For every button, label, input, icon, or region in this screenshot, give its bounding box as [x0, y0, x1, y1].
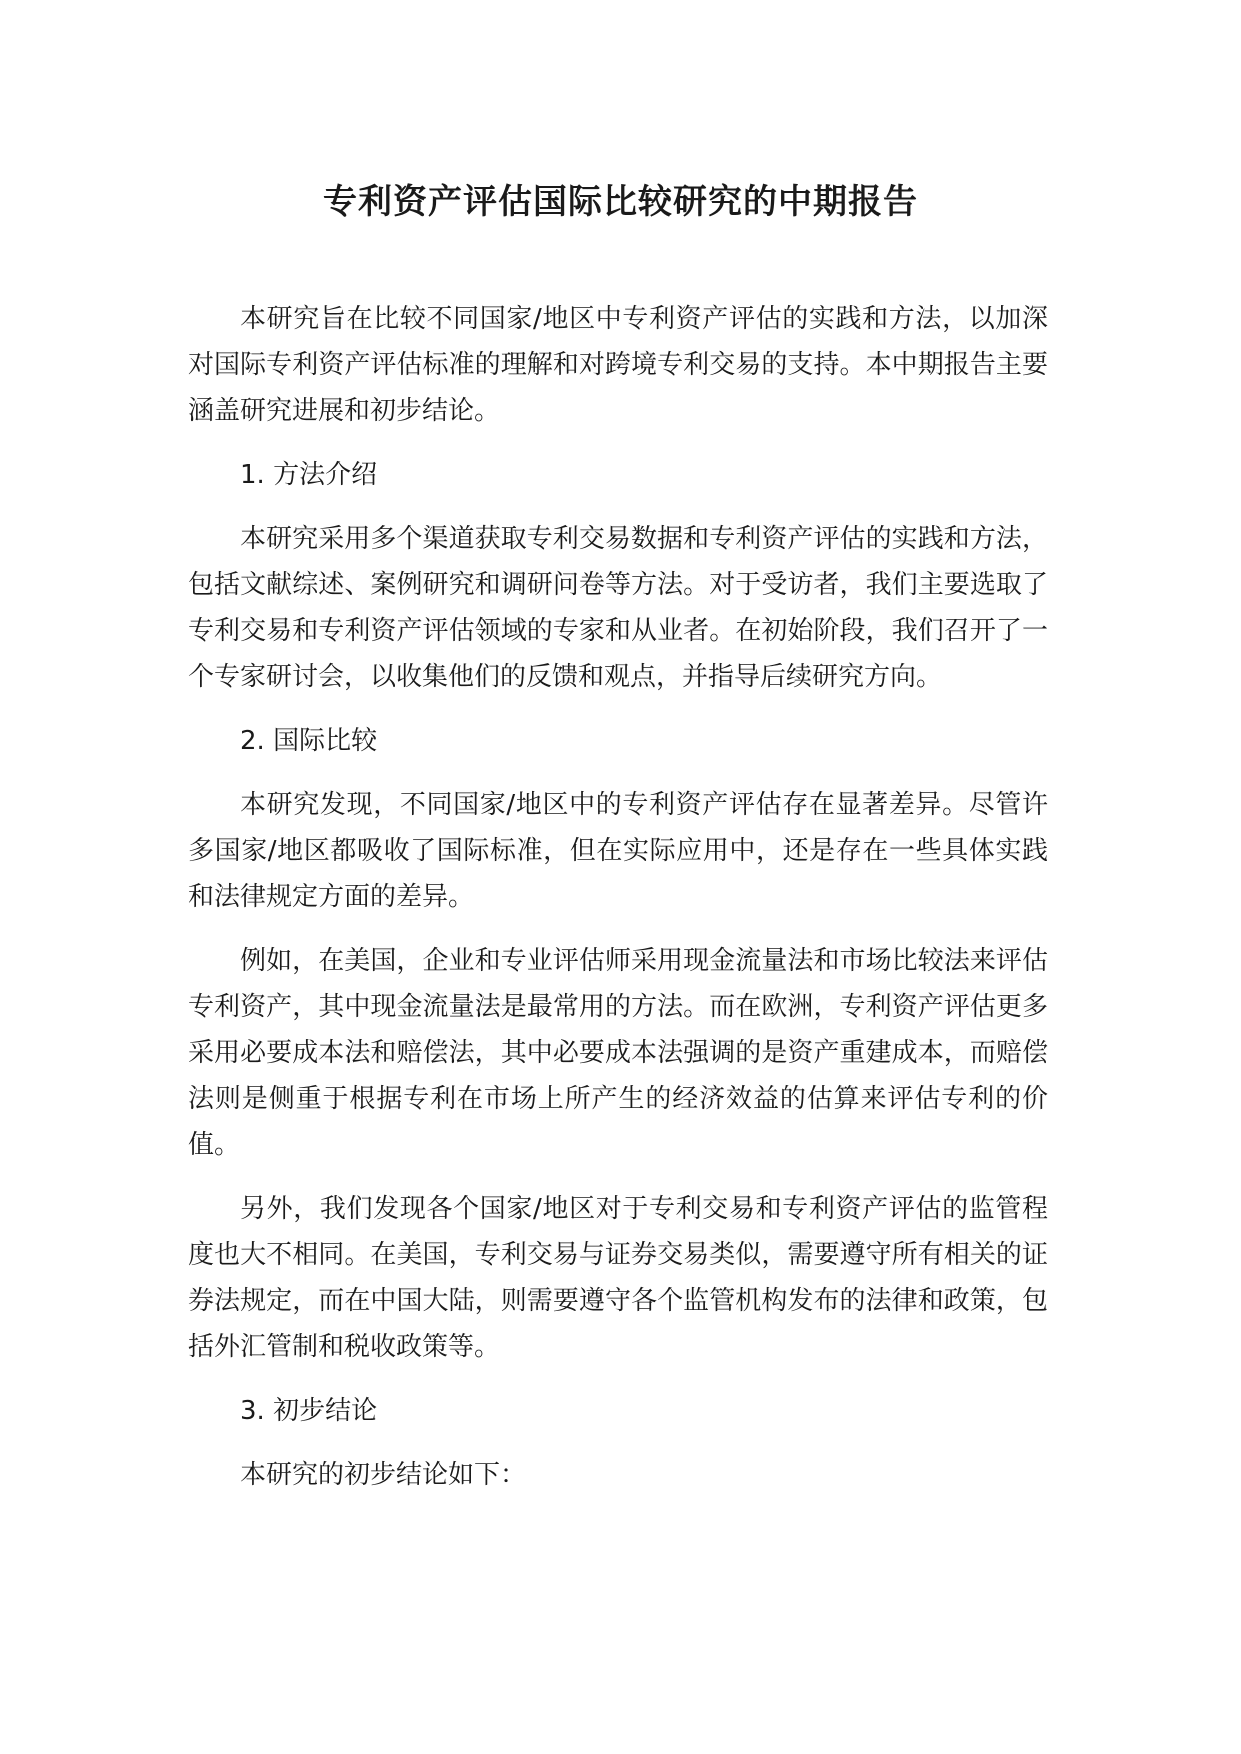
document-body [188, 296, 1048, 1516]
section-heading-comparison: 2. 国际比较 [240, 726, 378, 756]
comparison-paragraph-2: 例如，在美国，企业和专业评估师采用现金流量法和市场比较法来评估专利资产，其中现金流量法是最常用的方法。而在欧洲，专利资产评估更多采用必要成本法和赔偿法，其中必要成本法强调的是资产重建成本，而赔偿法则是侧重于根据专利在市场上所产生的经济效益的估算来评估专利的价值。 [188, 946, 1048, 1160]
section-heading-methods: 1. 方法介绍 [240, 460, 378, 490]
conclusions-paragraph: 本研究的初步结论如下： [240, 1460, 527, 1490]
section-heading-conclusions: 3. 初步结论 [240, 1396, 378, 1426]
document-title: 专利资产评估国际比较研究的中期报告 [323, 182, 918, 222]
comparison-paragraph-3: 另外，我们发现各个国家/地区对于专利交易和专利资产评估的监管程度也大不相同。在美国，专利交易与证券交易类似，需要遵守所有相关的证券法规定，而在中国大陆，则需要遵守各个监管机构发布的法律和政策，包括外汇管制和税收政策等。 [188, 1194, 1048, 1362]
comparison-paragraph-1: 本研究发现，不同国家/地区中的专利资产评估存在显著差异。尽管许多国家/地区都吸收了国际标准，但在实际应用中，还是存在一些具体实践和法律规定方面的差异。 [188, 790, 1048, 912]
intro-paragraph: 本研究旨在比较不同国家/地区中专利资产评估的实践和方法，以加深对国际专利资产评估标准的理解和对跨境专利交易的支持。本中期报告主要涵盖研究进展和初步结论。 [188, 304, 1048, 426]
methods-paragraph: 本研究采用多个渠道获取专利交易数据和专利资产评估的实践和方法，包括文献综述、案例研究和调研问卷等方法。对于受访者，我们主要选取了专利交易和专利资产评估领域的专家和从业者。在初始阶段，我们召开了一个专家研讨会，以收集他们的反馈和观点，并指导后续研究方向。 [188, 524, 1048, 692]
